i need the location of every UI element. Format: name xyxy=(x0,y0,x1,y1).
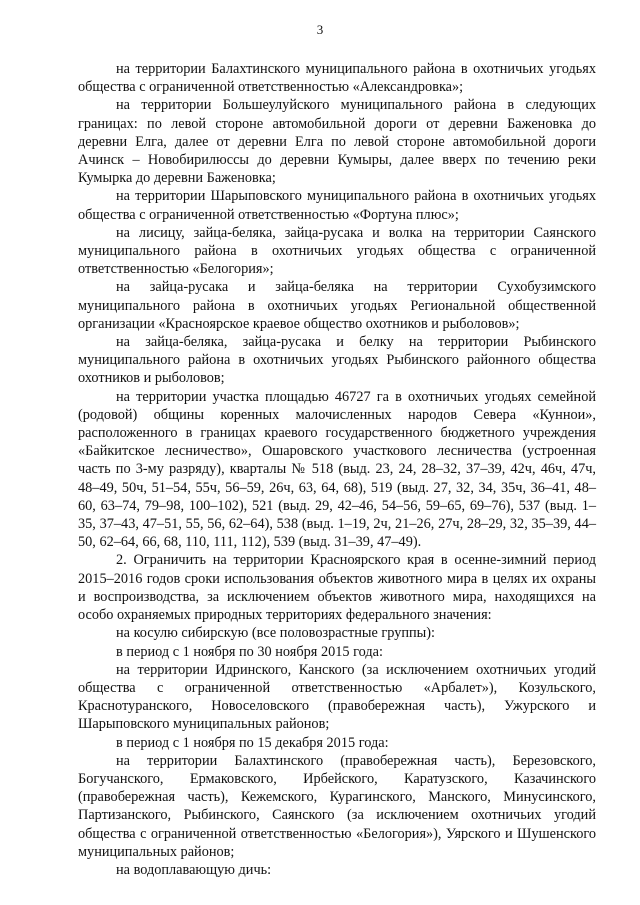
page-number: 3 xyxy=(316,22,324,37)
paragraph: в период с 1 ноября по 15 декабря 2015 года: xyxy=(116,734,389,751)
paragraph: на зайца-беляка, зайца-русака и белку на территории Рыбинского муниципального района в охотничьих угодьях Рыбинского районного общества охотников и рыболовов; xyxy=(78,334,596,387)
paragraph: на территории Большеулуйского муниципального района в следующих границах: по левой стороне автомобильной дороги от деревни Баженовка до деревни Елга, далее от деревни Елга по левой стороне автомобильной дороги Ачинск – Новобирилюссы до деревни Кумыры, далее вверх по течению реки Кумырка до деревни Баженовка; xyxy=(78,97,596,187)
paragraph: на территории Шарыповского муниципального района в охотничьих угодьях общества с ограниченной ответственностью «Фортуна плюс»; xyxy=(78,188,596,223)
paragraph: на территории Балахтинского муниципального района в охотничьих угодьях общества с ограниченной ответственностью «Александровка»; xyxy=(78,61,596,96)
paragraph: 2. Ограничить на территории Красноярского края в осенне-зимний период 2015–2016 годов сроки использования объектов животного мира в целях их охраны и воспроизводства, за исключением объектов животного мира, находящихся на особо охраняемых природных территориях федерального значения: xyxy=(78,552,596,624)
paragraph: на территории Идринского, Канского (за исключением охотничьих угодий общества с ограниченной ответственностью «Арбалет»), Козульского, Краснотуранского, Новоселовского (правобережная часть), Ужурского и Шарыповского муниципальных районов; xyxy=(78,661,596,733)
paragraph: на лисицу, зайца-беляка, зайца-русака и волка на территории Саянского муниципального района в охотничьих угодьях общества с ограниченной ответственностью «Белогория»; xyxy=(78,224,596,278)
document-body xyxy=(78,60,596,879)
paragraph: на водоплавающую дичь: xyxy=(116,861,272,878)
paragraph: в период с 1 ноября по 30 ноября 2015 года: xyxy=(116,643,383,660)
paragraph: на территории участка площадью 46727 га в охотничьих угодьях семейной (родовой) общины коренных малочисленных народов Севера «Куннои», расположенного в границах краевого государственного бюджетного учреждения «Байкитское лесничество», Ошаровского участкового лесничества (устроенная часть по 3-му разряду), кварталы № 518 (выд. 23, 24, 28–32, 37–39, 42ч, 46ч, 47ч, 48–49, 50ч, 51–54, 55ч, 56–59, 26ч, 63, 64, 68), 519 (выд. 27, 32, 34, 35ч, 36–41, 48–60, 63–74, 79–98, 100–102), 521 (выд. 29, 42–46, 54–56, 59–65, 69–76), 537 (выд. 1–35, 37–43, 47–51, 55, 56, 62–64), 538 (выд. 1–19, 2ч, 21–26, 27ч, 28–29, 32, 35–39, 44–50, 62–64, 66, 68, 110, 111, 112), 539 (выд. 31–39, 47–49). xyxy=(78,388,596,551)
paragraph: на территории Балахтинского (правобережная часть), Березовского, Богучанского, Ермаковского, Ирбейского, Каратузского, Казачинского (правобережная часть), Кежемского, Курагинского, Манского, Минусинского, Партизанского, Рыбинского, Саянского (за исключением охотничьих угодий общества с ограниченной ответственностью «Белогория»), Уярского и Шушенского муниципальных районов; xyxy=(78,752,596,860)
paragraph: на зайца-русака и зайца-беляка на территории Сухобузимского муниципального района в охотничьих угодьях Региональной общественной организации «Красноярское краевое общество охотников и рыболовов»; xyxy=(78,279,596,332)
paragraph: на косулю сибирскую (все половозрастные группы): xyxy=(116,625,436,642)
